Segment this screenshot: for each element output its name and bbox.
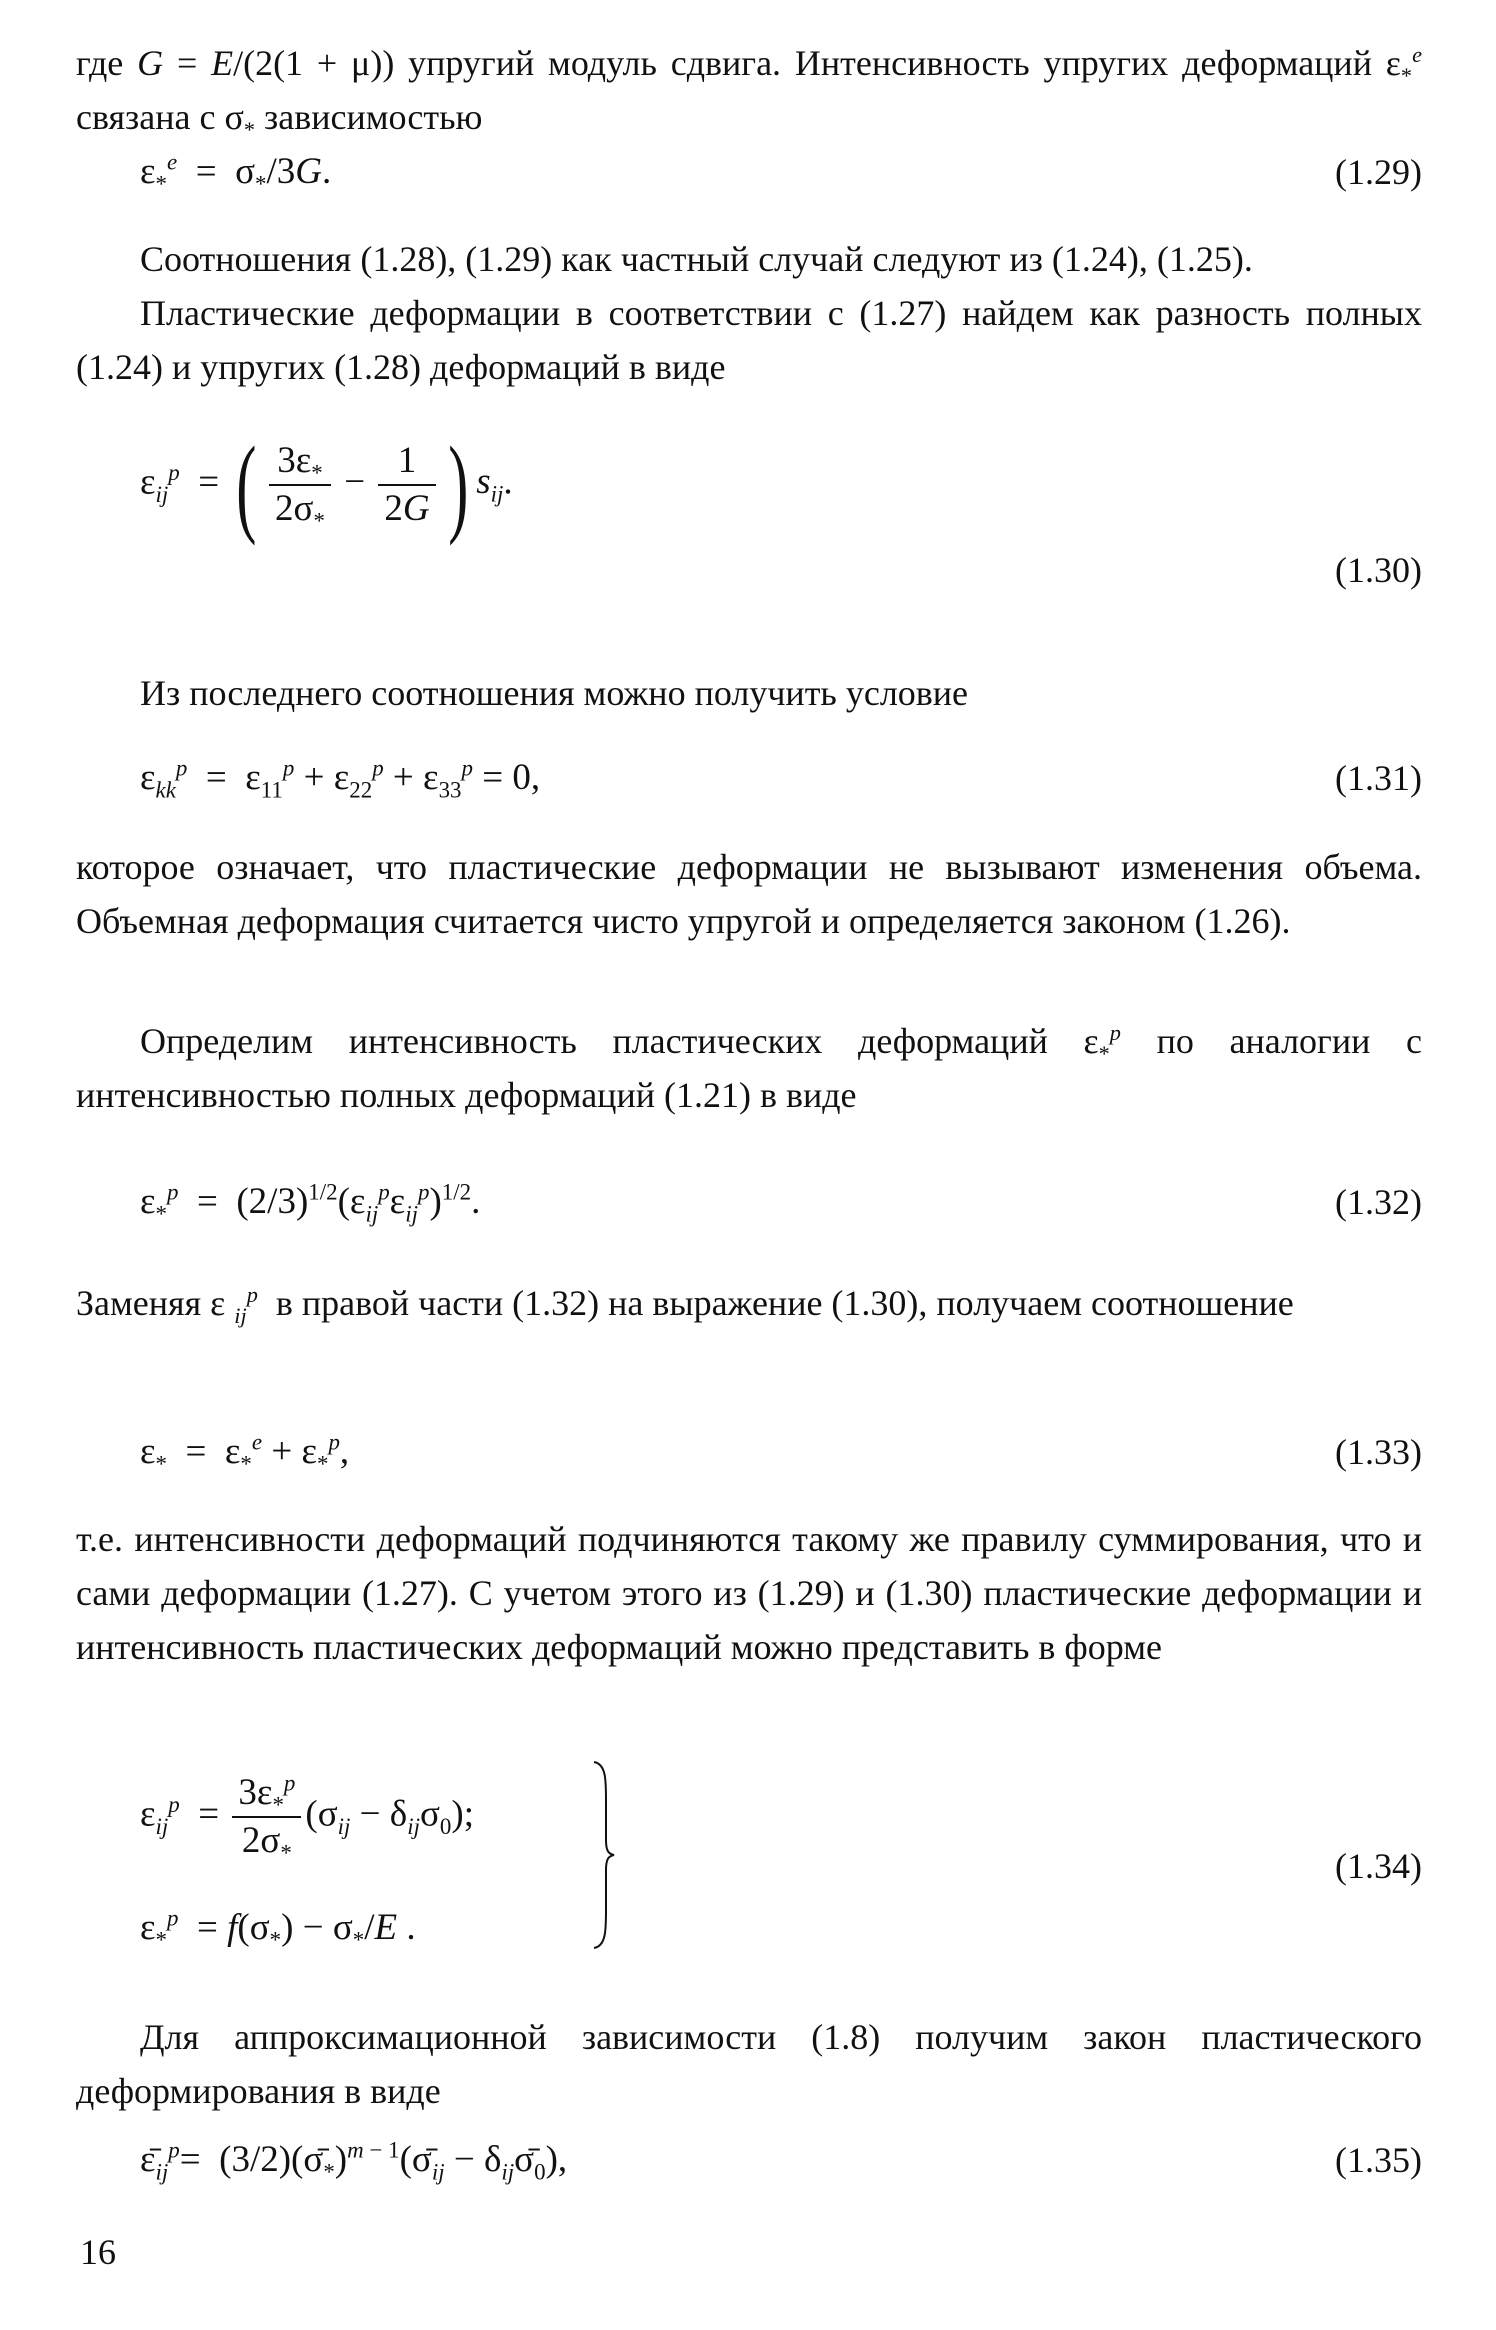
- page-number: 16: [80, 2232, 116, 2272]
- right-brace: [590, 1760, 616, 1950]
- equation-number-1-31: (1.31): [1335, 758, 1422, 798]
- equation-number-1-33: (1.33): [1335, 1432, 1422, 1472]
- equation-number-1-29: (1.29): [1335, 152, 1422, 192]
- paragraph-summation-rule: т.е. интенсивности деформаций подчиняются такому же правилу суммирования, что и сами деформации (1.27). С учетом этого из (1.29) и (1.30) пластические деформации и интенсивность пластических деформаций можно представить в форме: [76, 1519, 1422, 1667]
- equation-number-1-32: (1.32): [1335, 1182, 1422, 1222]
- paragraph-plastic-intensity: Определим интенсивность пластических деформаций $\varepsilon_*^p$ по аналогии с интенсивностью полных деформаций (1.21) в виде: [76, 1020, 1423, 1115]
- paragraph-plastic-deformations: Пластические деформации в соответствии с (1.27) найдем как разность полных (1.24) и упругих (1.28) деформаций в виде: [76, 293, 1422, 387]
- equation-1-31: $\varepsilon_{kk}^p = \varepsilon_{11}^p + \varepsilon_{22}^p + \varepsilon_{33}^p = 0$,: [140, 755, 541, 803]
- equation-1-35: $\varepsilon̄_{ij}^p=$ $(3/2)(\sigmā_*)^{m - 1}(\sigmā_{ij}$ − $\delta_{ij}\sigmā_0$),: [140, 2137, 568, 2185]
- equation-1-30: $\varepsilon_{ij}^p$ = ( $\frac{3\varepsilon_*}{2\sigma_*}$ − $\frac{1}{2G}$ ) $s_{ij}$.: [140, 424, 513, 546]
- paragraph-shear-modulus: где G = E/(2(1 + μ)) упругий модуль сдвига. Интенсивность упругих деформаций $\varepsilon_*^e$ связана с $\sigma_*$ зависимостью: [76, 42, 1422, 143]
- paragraph-volume-change: которое означает, что пластические деформации не вызывают изменения объема. Объемная деформация считается чисто упругой и определяется законом (1.26).: [76, 847, 1422, 941]
- equation-number-1-30: (1.30): [1335, 550, 1422, 590]
- paragraph-substitution: Заменяя ε $_{ij}^p$ в правой части (1.32) на выражение (1.30), получаем соотношение: [76, 1282, 1294, 1329]
- paragraph-approximation: Для аппроксимационной зависимости (1.8) получим закон пластического деформирования в виде: [76, 2017, 1422, 2111]
- equation-number-1-35: (1.35): [1335, 2140, 1422, 2180]
- equation-1-33: $\varepsilon_* = \varepsilon_*^e + \varepsilon_*^p$,: [140, 1429, 350, 1477]
- paragraph-relations: Соотношения (1.28), (1.29) как частный случай следуют из (1.24), (1.25).: [140, 239, 1253, 279]
- equation-1-29: $\varepsilon_*^e = \sigma_*/3G$.: [140, 149, 332, 197]
- equation-1-34-second: $\varepsilon_*^p = f(\sigma_*) - \sigma_*/E$ .: [140, 1905, 416, 1953]
- equation-1-34-first: $\varepsilon_{ij}^p$ = $\frac{3\varepsilon_*^p}{2\sigma_*}$ $(\sigma_{ij} - \delta_{ij}\sigma_0)$;: [140, 1770, 474, 1866]
- paragraph-condition: Из последнего соотношения можно получить условие: [140, 673, 969, 713]
- equation-1-32: $\varepsilon_*^p = (2/3)^{1/2}(\varepsilon_{ij}^p\varepsilon_{ij}^p)^{1/2}$.: [140, 1179, 481, 1227]
- equation-number-1-34: (1.34): [1335, 1846, 1422, 1886]
